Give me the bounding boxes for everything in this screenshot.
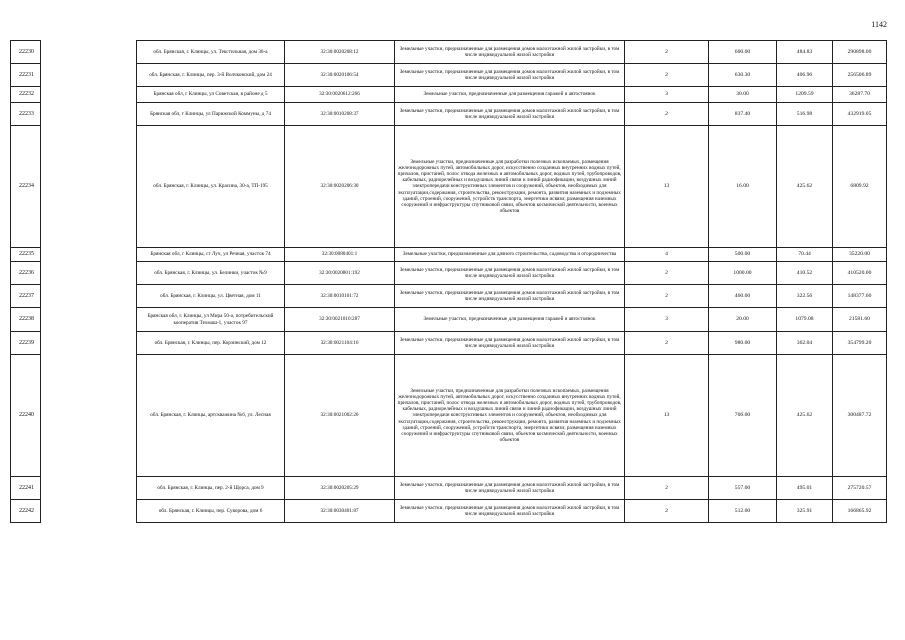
- cadastral-number-cell: 32:30:0020206:30: [285, 126, 395, 248]
- table-row: [11, 308, 887, 332]
- cadastral-number-cell: 32:30:0021002:20: [285, 355, 395, 477]
- cadastral-value-cell: 148377.60: [833, 285, 887, 308]
- row-number: 22238: [11, 308, 41, 332]
- cadastral-value-cell: 410520.00: [833, 262, 887, 285]
- area-cell: 837.40: [709, 103, 777, 126]
- cadastral-number-cell: 32:30:0020106:54: [285, 64, 395, 87]
- address-cell: Брянская обл, г Клинцы, ул Советская, в районе д 5: [137, 87, 285, 103]
- specific-value-cell: 495.01: [777, 477, 833, 500]
- area-cell: 460.00: [709, 285, 777, 308]
- land-purpose-cell: Земельные участки, предназначенные для разработки полезных ископаемых, размещения железнодорожных путей, автомобильных дорог, искусственно созданных внутренних водных путей, причалов, пристаней, полос отвода железных и автомобильных дорог, водных путей, трубопроводов, кабельных, радиорелейных и воздушных линий связи и линий радиофикации, воздушных линий электропередачи конструктивных элементов и сооружений, объектов, необходимых для эксплуатации,содержания, строительства, реконструкции, ремонта, развития наземных и подземных зданий, строений, сооружений, устройств транспорта, энергетики исвязи; размещения наземных сооружений и инфраструктуры спутниковой связи, объектов космической деятельности, военных объектов: [395, 355, 625, 477]
- area-cell: 30.00: [709, 87, 777, 103]
- row-number: 22241: [11, 477, 41, 500]
- cadastral-value-cell: 300487.72: [833, 355, 887, 477]
- cadastral-value-cell: 36287.70: [833, 87, 887, 103]
- table-row: [11, 64, 887, 87]
- address-cell: обл. Брянская, г. Клинцы, ул. Красина, 30-а, ТП-195: [137, 126, 285, 248]
- land-purpose-cell: Земельные участки, предназначенные для размещения домов малоэтажной жилой застройки, в том числе индивидуальной жилой застройки: [395, 285, 625, 308]
- cadastral-number-cell: 32:30:0010208:37: [285, 103, 395, 126]
- address-cell: Брянская обл, г. Клинцы, ул Мира 50-а, потребительский кооператив Техмаш-1, участок 97: [137, 308, 285, 332]
- land-purpose-cell: Земельные участки, предназначенные для размещения гаражей и автостоянок: [395, 87, 625, 103]
- page-number: 1142: [871, 20, 887, 29]
- address-cell: обл. Брянская, г. Клинцы, пер. Суворова, дом 6: [137, 500, 285, 523]
- table-row: [11, 248, 887, 262]
- cadastral-value-cell: 6809.92: [833, 126, 887, 248]
- cadastral-number-cell: 32:30:0020208:12: [285, 41, 395, 64]
- spacer-cell: [41, 103, 137, 126]
- table-row: [11, 355, 887, 477]
- specific-value-cell: 325.91: [777, 500, 833, 523]
- land-purpose-cell: Земельные участки, предназначенные для размещения домов малоэтажной жилой застройки, в том числе индивидуальной жилой застройки: [395, 41, 625, 64]
- area-cell: 16.00: [709, 126, 777, 248]
- cadastral-value-cell: 290898.00: [833, 41, 887, 64]
- spacer-cell: [41, 355, 137, 477]
- land-purpose-cell: Земельные участки, предназначенные для дачного строительства, садоводства и огородничества: [395, 248, 625, 262]
- address-cell: обл. Брянская, г. Клинцы, пер. 2-й Щорса, дом 9: [137, 477, 285, 500]
- table-row: [11, 500, 887, 523]
- land-group-code-cell: 2: [625, 262, 709, 285]
- table-row: [11, 332, 887, 355]
- address-cell: Брянская обл, г Клинцы, ул Парижской Коммуны, д 74: [137, 103, 285, 126]
- cadastral-value-cell: 275720.57: [833, 477, 887, 500]
- land-purpose-cell: Земельные участки, предназначенные для размещения домов малоэтажной жилой застройки, в том числе индивидуальной жилой застройки: [395, 500, 625, 523]
- spacer-cell: [41, 285, 137, 308]
- table-row: [11, 477, 887, 500]
- area-cell: 512.00: [709, 500, 777, 523]
- table-row: [11, 285, 887, 308]
- spacer-cell: [41, 262, 137, 285]
- table-row: [11, 87, 887, 103]
- cadastral-value-cell: 21581.60: [833, 308, 887, 332]
- land-registry-table: [10, 40, 887, 523]
- row-number: 22236: [11, 262, 41, 285]
- cadastral-number-cell: 32:30:0021104:16: [285, 332, 395, 355]
- cadastral-value-cell: 35220.00: [833, 248, 887, 262]
- row-number: 22240: [11, 355, 41, 477]
- spacer-cell: [41, 308, 137, 332]
- specific-value-cell: 425.62: [777, 126, 833, 248]
- spacer-cell: [41, 500, 137, 523]
- cadastral-number-cell: 32:30:0020205:29: [285, 477, 395, 500]
- cadastral-value-cell: 166865.92: [833, 500, 887, 523]
- cadastral-number-cell: 32:30:0020612:266: [285, 87, 395, 103]
- specific-value-cell: 1079.08: [777, 308, 833, 332]
- land-group-code-cell: 13: [625, 355, 709, 477]
- address-cell: обл. Брянская, г. Клинцы, пер. Корзинский, дом 12: [137, 332, 285, 355]
- address-cell: обл. Брянская, г. Клинцы, ул. Цветная, дом 11: [137, 285, 285, 308]
- land-group-code-cell: 2: [625, 64, 709, 87]
- land-purpose-cell: Земельные участки, предназначенные для размещения домов малоэтажной жилой застройки, в том числе индивидуальной жилой застройки: [395, 64, 625, 87]
- spacer-cell: [41, 41, 137, 64]
- specific-value-cell: 322.56: [777, 285, 833, 308]
- spacer-cell: [41, 248, 137, 262]
- spacer-cell: [41, 332, 137, 355]
- area-cell: 706.00: [709, 355, 777, 477]
- land-purpose-cell: Земельные участки, предназначенные для разработки полезных ископаемых, размещения железнодорожных путей, автомобильных дорог, искусственно созданных внутренних водных путей, причалов, пристаней, полос отвода железных и автомобильных дорог, водных путей, трубопроводов, кабельных, радиорелейных и воздушных линий связи и линий радиофикации, воздушных линий электропередачи конструктивных элементов и сооружений, объектов, необходимых для эксплуатации,содержания, строительства, реконструкции, ремонта, развития наземных и подземных зданий, строений, сооружений, устройств транспорта, энергетики исвязи; размещения наземных сооружений и инфраструктуры спутниковой связи, объектов космической деятельности, военных объектов: [395, 126, 625, 248]
- cadastral-number-cell: 32:30:0010101:72: [285, 285, 395, 308]
- land-purpose-cell: Земельные участки, предназначенные для размещения домов малоэтажной жилой застройки, в том числе индивидуальной жилой застройки: [395, 103, 625, 126]
- land-group-code-cell: 2: [625, 285, 709, 308]
- spacer-cell: [41, 477, 137, 500]
- spacer-cell: [41, 64, 137, 87]
- cadastral-value-cell: 256506.89: [833, 64, 887, 87]
- land-purpose-cell: Земельные участки, предназначенные для размещения домов малоэтажной жилой застройки, в том числе индивидуальной жилой застройки: [395, 262, 625, 285]
- spacer-cell: [41, 87, 137, 103]
- address-cell: Брянская обл, г Клинцы, ст Луч, ул Речная, участок 74: [137, 248, 285, 262]
- cadastral-number-cell: 32:30:0021010:287: [285, 308, 395, 332]
- address-cell: обл. Брянская, г. Клинцы, ул. Белинки, участок №9: [137, 262, 285, 285]
- land-group-code-cell: 2: [625, 477, 709, 500]
- land-group-code-cell: 4: [625, 248, 709, 262]
- address-cell: обл. Брянская, г. Клинцы, пер. 3-й Волчковский, дом 24: [137, 64, 285, 87]
- specific-value-cell: 1209.59: [777, 87, 833, 103]
- land-purpose-cell: Земельные участки, предназначенные для размещения домов малоэтажной жилой застройки, в том числе индивидуальной жилой застройки: [395, 332, 625, 355]
- table-row: [11, 41, 887, 64]
- table-row: [11, 103, 887, 126]
- table-row: [11, 262, 887, 285]
- spacer-cell: [41, 126, 137, 248]
- row-number: 22239: [11, 332, 41, 355]
- area-cell: 980.00: [709, 332, 777, 355]
- land-group-code-cell: 2: [625, 332, 709, 355]
- land-group-code-cell: 13: [625, 126, 709, 248]
- row-number: 22233: [11, 103, 41, 126]
- specific-value-cell: 410.52: [777, 262, 833, 285]
- table-row: [11, 126, 887, 248]
- row-number: 22234: [11, 126, 41, 248]
- row-number: 22230: [11, 41, 41, 64]
- land-group-code-cell: 2: [625, 41, 709, 64]
- area-cell: 600.00: [709, 41, 777, 64]
- cadastral-number-cell: 32:30:0080401:1: [285, 248, 395, 262]
- land-group-code-cell: 3: [625, 308, 709, 332]
- address-cell: обл. Брянская, г. Клинцы, артскважина №6, ул. Лесная: [137, 355, 285, 477]
- registry-body: [11, 41, 887, 523]
- area-cell: 1000.00: [709, 262, 777, 285]
- area-cell: 557.00: [709, 477, 777, 500]
- specific-value-cell: 516.98: [777, 103, 833, 126]
- area-cell: 20.00: [709, 308, 777, 332]
- area-cell: 630.30: [709, 64, 777, 87]
- land-group-code-cell: 3: [625, 87, 709, 103]
- row-number: 22231: [11, 64, 41, 87]
- address-cell: обл. Брянская, г. Клинцы, ул. Текстильная, дом 36-а: [137, 41, 285, 64]
- cadastral-number-cell: 32:30:0030401:87: [285, 500, 395, 523]
- specific-value-cell: 362.04: [777, 332, 833, 355]
- cadastral-number-cell: 32:30:0020801:192: [285, 262, 395, 285]
- land-group-code-cell: 2: [625, 103, 709, 126]
- row-number: 22237: [11, 285, 41, 308]
- area-cell: 500.00: [709, 248, 777, 262]
- cadastral-value-cell: 432919.05: [833, 103, 887, 126]
- row-number: 22235: [11, 248, 41, 262]
- land-purpose-cell: Земельные участки, предназначенные для размещения гаражей и автостоянок: [395, 308, 625, 332]
- land-purpose-cell: Земельные участки, предназначенные для размещения домов малоэтажной жилой застройки, в том числе индивидуальной жилой застройки: [395, 477, 625, 500]
- row-number: 22242: [11, 500, 41, 523]
- row-number: 22232: [11, 87, 41, 103]
- specific-value-cell: 406.96: [777, 64, 833, 87]
- cadastral-value-cell: 354799.20: [833, 332, 887, 355]
- specific-value-cell: 70.44: [777, 248, 833, 262]
- specific-value-cell: 484.83: [777, 41, 833, 64]
- specific-value-cell: 425.62: [777, 355, 833, 477]
- land-group-code-cell: 2: [625, 500, 709, 523]
